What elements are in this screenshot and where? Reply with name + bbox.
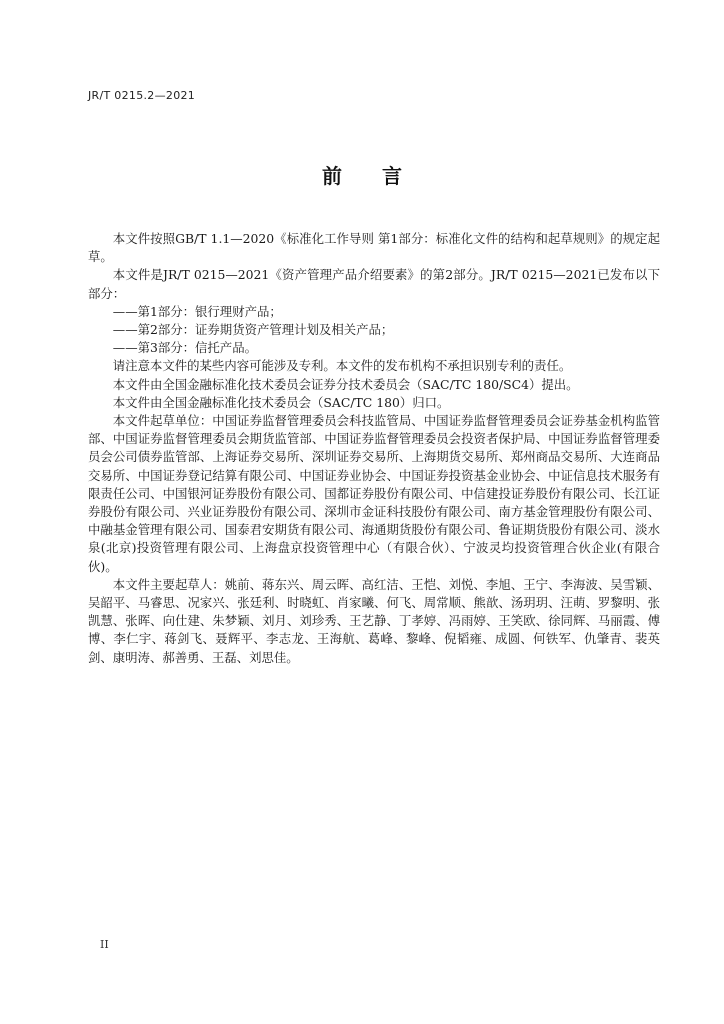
header-divider (88, 104, 658, 105)
list-item-part-2: ——第2部分：证券期货资产管理计划及相关产品； (112, 322, 394, 338)
paragraph-drafting-rules: 本文件按照GB/T 1.1—2020《标准化工作导则 第1部分：标准化文件的结构和起草规则》的规定起草。 (88, 231, 660, 265)
list-item-part-3: ——第3部分：信托产品。 (112, 340, 257, 356)
page-title: 前言 (322, 164, 442, 188)
page-number: II (100, 938, 109, 951)
paragraph-patent-notice: 请注意本文件的某些内容可能涉及专利。本文件的发布机构不承担识别专利的责任。 (112, 358, 572, 374)
paragraph-centralized-by: 本文件由全国金融标准化技术委员会（SAC/TC 180）归口。 (112, 394, 450, 410)
paragraph-proposed-by: 本文件由全国金融标准化技术委员会证券分技术委员会（SAC/TC 180/SC4）提出。 (112, 376, 579, 392)
foreword-body (88, 230, 660, 667)
paragraph-series-intro: 本文件是JR/T 0215—2021《资产管理产品介绍要素》的第2部分。JR/T 0215—2021已发布以下部分： (88, 267, 660, 301)
paragraph-drafters: 本文件主要起草人：姚前、蒋东兴、周云晖、高红洁、王恺、刘悦、李旭、王宁、李海波、吴雪颖、吴韶平、马睿思、况家兴、张廷利、时晓虹、肖家曦、何飞、周常顺、熊歆、汤玥玥、汪萌、罗黎明、张凯慧、张晖、向仕建、朱梦颖、刘月、刘珍秀、王艺静、丁孝婷、冯雨婷、王笑欧、徐同辉、马丽霞、傅博、李仁宇、蒋剑飞、聂辉平、李志龙、王海航、葛峰、黎峰、倪韬雍、成圆、何铁军、仇肇青、裴英剑、康明涛、郝善勇、王磊、刘思佳。 (88, 576, 660, 665)
list-item-part-1: ——第1部分：银行理财产品； (112, 303, 282, 319)
paragraph-drafting-units: 本文件起草单位：中国证券监督管理委员会科技监管局、中国证券监督管理委员会证券基金机构监管部、中国证券监督管理委员会期货监管部、中国证券监督管理委员会投资者保护局、中国证券监督管理委员会公司债券监管部、上海证券交易所、深圳证券交易所、上海期货交易所、郑州商品交易所、大连商品交易所、中国证券登记结算有限公司、中国证券业协会、中国证券投资基金业协会、中证信息技术服务有限责任公司、中国银河证券股份有限公司、国都证券股份有限公司、中信建投证券股份有限公司、长江证券股份有限公司、兴业证券股份有限公司、深圳市金证科技股份有限公司、南方基金管理股份有限公司、中融基金管理有限公司、国泰君安期货有限公司、海通期货股份有限公司、鲁证期货股份有限公司、淡水泉(北京)投资管理有限公司、上海盘京投资管理中心（有限合伙）、宁波灵均投资管理合伙企业(有限合伙)。 (88, 413, 660, 574)
standard-code: JR/T 0215.2—2021 (88, 89, 196, 102)
